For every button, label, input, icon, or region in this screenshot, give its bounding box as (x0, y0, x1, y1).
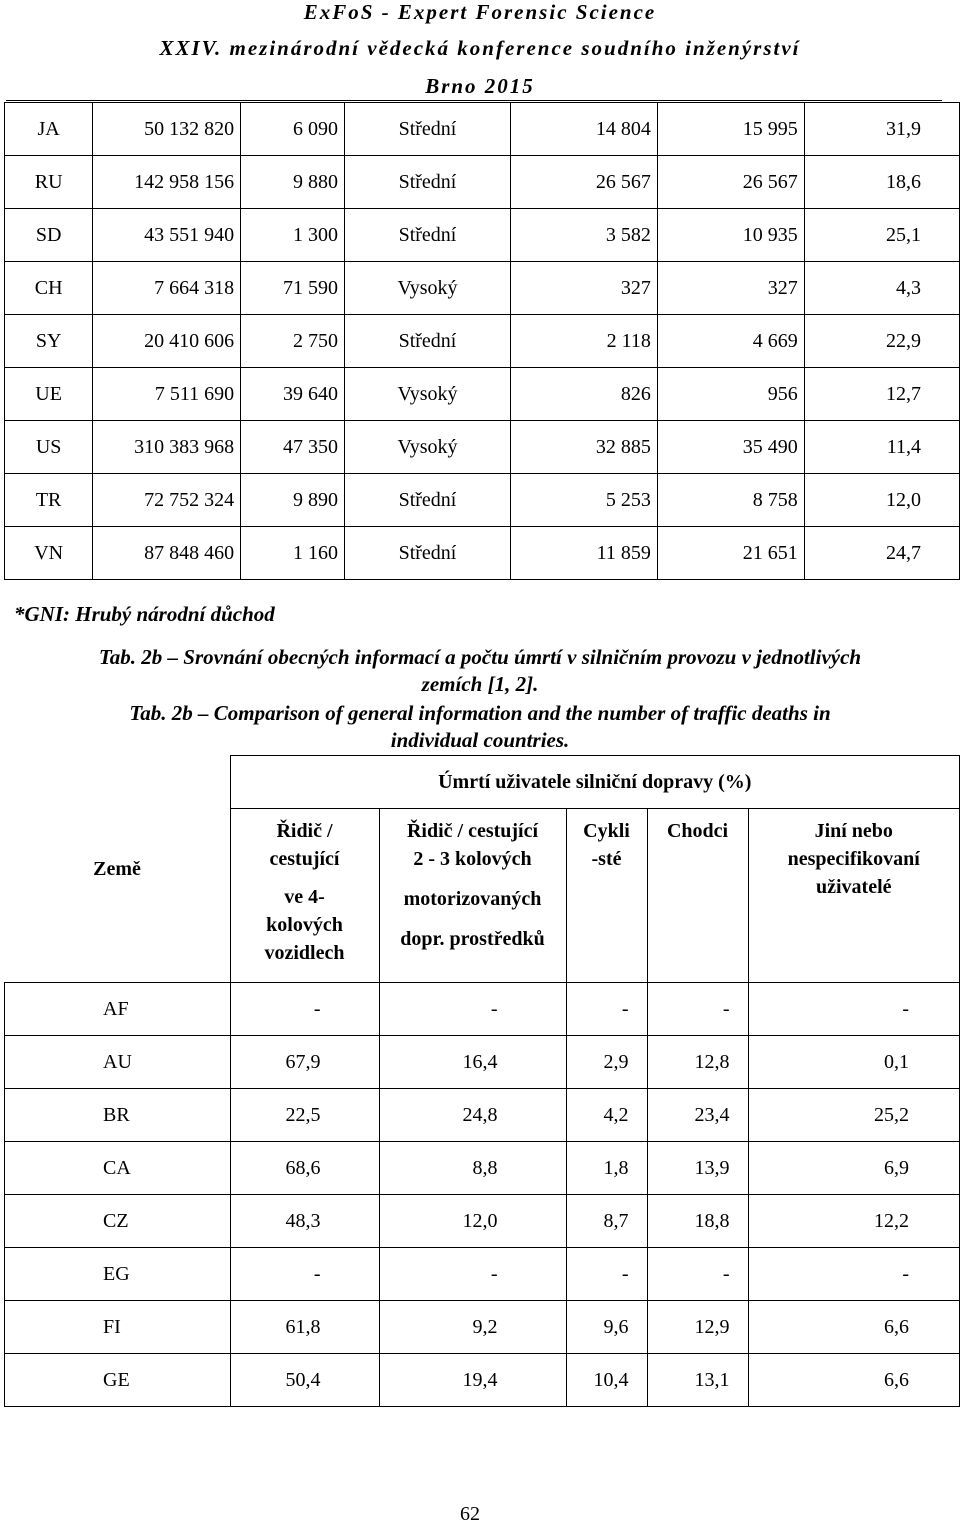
header-col1-line-a: Řidič / (276, 820, 333, 842)
header-col5-line-a: Jiní nebo (814, 820, 893, 842)
table-row (5, 1089, 960, 1142)
header-col1-line-b: cestující (269, 848, 340, 870)
table-cell: 327 (657, 262, 804, 315)
country-code-cell: AF (5, 983, 231, 1036)
table-cell: 0,1 (748, 1036, 960, 1089)
country-code-cell: SD (5, 209, 93, 262)
table-cell: Střední (344, 156, 510, 209)
country-code-cell: EG (5, 1248, 231, 1301)
table-row (5, 209, 960, 262)
caption-english-line2: individual countries. (390, 728, 570, 752)
table-cell: Střední (344, 103, 510, 156)
header-col2-line-b: 2 - 3 kolových (413, 848, 532, 870)
caption-czech-line1: Tab. 2b – Srovnání obecných informací a počtu úmrtí v silničním provozu v jednotlivých (98, 645, 862, 669)
table-cell: 11 859 (511, 527, 658, 580)
header-group-deaths: Úmrtí uživatele silniční dopravy (%) (230, 756, 960, 809)
table-cell: 10 935 (657, 209, 804, 262)
table-cell: 12,0 (379, 1195, 566, 1248)
table-cell: 2,9 (566, 1036, 647, 1089)
table-cell: 6 090 (241, 103, 345, 156)
table-cell: 11,4 (804, 421, 959, 474)
country-code-cell: RU (5, 156, 93, 209)
table-cell: Vysoký (344, 421, 510, 474)
table-cell: - (230, 983, 379, 1036)
table-cell: 4 669 (657, 315, 804, 368)
header-col2-line-a: Řidič / cestující (406, 820, 539, 842)
table-cell: - (379, 983, 566, 1036)
table-row (5, 368, 960, 421)
table-cell: 61,8 (230, 1301, 379, 1354)
table-row (5, 474, 960, 527)
header-col3-line-a: Cykli (583, 820, 630, 842)
table-cell: 22,9 (804, 315, 959, 368)
table-cell: - (566, 983, 647, 1036)
header-col1-line-c: ve 4- (284, 886, 325, 908)
table-cell: 2 118 (511, 315, 658, 368)
table-cell: 13,9 (647, 1142, 748, 1195)
table-row (5, 421, 960, 474)
table-cell: 956 (657, 368, 804, 421)
table-row (5, 1354, 960, 1407)
table-cell: 35 490 (657, 421, 804, 474)
table-row (5, 156, 960, 209)
header-col-pedestrians (647, 809, 748, 983)
table-cell: 6,6 (748, 1301, 960, 1354)
header-col-driver-4wheel (230, 809, 379, 983)
country-code-cell: JA (5, 103, 93, 156)
header-rule (6, 100, 942, 101)
country-code-cell: CH (5, 262, 93, 315)
gni-footnote: *GNI: Hrubý národní důchod (14, 602, 275, 626)
page-number: 62 (460, 1503, 480, 1525)
country-code-cell: AU (5, 1036, 231, 1089)
table-row (5, 1142, 960, 1195)
table-cell: 9 880 (241, 156, 345, 209)
table-cell: 327 (511, 262, 658, 315)
table-cell: 1,8 (566, 1142, 647, 1195)
table-cell: 24,8 (379, 1089, 566, 1142)
table-cell: 25,1 (804, 209, 959, 262)
table-cell: 24,7 (804, 527, 959, 580)
table-cell: 43 551 940 (93, 209, 241, 262)
header-col3-line-b: -sté (591, 848, 622, 870)
table-cell: 16,4 (379, 1036, 566, 1089)
table-cell: Vysoký (344, 368, 510, 421)
header-col1-line-d: kolových (266, 914, 343, 936)
table-cell: 87 848 460 (93, 527, 241, 580)
table-row (5, 983, 960, 1036)
header-col5-line-c: uživatelé (815, 876, 892, 898)
table-row (5, 1036, 960, 1089)
table-cell: 12,9 (647, 1301, 748, 1354)
table-cell: 22,5 (230, 1089, 379, 1142)
table-cell: 9,6 (566, 1301, 647, 1354)
table-cell: - (647, 1248, 748, 1301)
table-cell: 8 758 (657, 474, 804, 527)
table-cell: 21 651 (657, 527, 804, 580)
table-row (5, 1195, 960, 1248)
caption-czech-line2: zemích [1, 2]. (421, 672, 539, 696)
country-code-cell: TR (5, 474, 93, 527)
table-cell: 67,9 (230, 1036, 379, 1089)
table-cell: 6,9 (748, 1142, 960, 1195)
country-code-cell: VN (5, 527, 93, 580)
table-cell: Střední (344, 474, 510, 527)
header-col4-line-a: Chodci (666, 820, 729, 842)
table-cell: 12,8 (647, 1036, 748, 1089)
table-cell: 71 590 (241, 262, 345, 315)
table-cell: 4,3 (804, 262, 959, 315)
table-cell: - (379, 1248, 566, 1301)
table-cell: 12,0 (804, 474, 959, 527)
table-cell: 26 567 (657, 156, 804, 209)
table-cell: 48,3 (230, 1195, 379, 1248)
table-cell: 8,8 (379, 1142, 566, 1195)
table-cell: 18,8 (647, 1195, 748, 1248)
country-code-cell: UE (5, 368, 93, 421)
table-cell: 23,4 (647, 1089, 748, 1142)
table-cell: 5 253 (511, 474, 658, 527)
table-cell: 4,2 (566, 1089, 647, 1142)
table-cell: 13,1 (647, 1354, 748, 1407)
caption-czech (0, 644, 960, 698)
header-location: Brno 2015 (425, 74, 535, 98)
country-code-cell: GE (5, 1354, 231, 1407)
table-cell: 9,2 (379, 1301, 566, 1354)
table-cell: 47 350 (241, 421, 345, 474)
table-cell: 7 511 690 (93, 368, 241, 421)
caption-english (0, 700, 960, 754)
table-cell: 1 300 (241, 209, 345, 262)
header-title: ExFoS - Expert Forensic Science (303, 0, 657, 24)
country-code-cell: US (5, 421, 93, 474)
table-cell: 310 383 968 (93, 421, 241, 474)
table-cell: 3 582 (511, 209, 658, 262)
table-cell: 18,6 (804, 156, 959, 209)
header-country-label: Země (93, 857, 141, 880)
table-cell: - (230, 1248, 379, 1301)
table-cell: 31,9 (804, 103, 959, 156)
table-cell: 39 640 (241, 368, 345, 421)
table-cell: - (748, 1248, 960, 1301)
table-cell: 10,4 (566, 1354, 647, 1407)
table-cell: 50 132 820 (93, 103, 241, 156)
header-col1-line-e: vozidlech (264, 942, 345, 964)
table-cell: 25,2 (748, 1089, 960, 1142)
table-cell: - (647, 983, 748, 1036)
table-cell: 68,6 (230, 1142, 379, 1195)
header-col-driver-2-3wheel (379, 809, 566, 983)
table-row (5, 103, 960, 156)
table-cell: 8,7 (566, 1195, 647, 1248)
table-cell: 1 160 (241, 527, 345, 580)
table-cell: 50,4 (230, 1354, 379, 1407)
country-code-cell: CA (5, 1142, 231, 1195)
header-country (5, 756, 231, 983)
table-cell: 2 750 (241, 315, 345, 368)
table-cell: 20 410 606 (93, 315, 241, 368)
table-row (5, 1301, 960, 1354)
table-cell: 72 752 324 (93, 474, 241, 527)
country-code-cell: CZ (5, 1195, 231, 1248)
header-col2-line-c: motorizovaných (403, 888, 542, 910)
header-col-other (748, 809, 960, 983)
table-cell: 26 567 (511, 156, 658, 209)
country-info-table (4, 102, 960, 580)
country-code-cell: BR (5, 1089, 231, 1142)
table-cell: 12,2 (748, 1195, 960, 1248)
table-cell: 826 (511, 368, 658, 421)
header-col2-line-d: dopr. prostředků (400, 928, 545, 950)
table-cell: 12,7 (804, 368, 959, 421)
table-cell: 9 890 (241, 474, 345, 527)
header-col5-line-b: nespecifikovaní (787, 848, 920, 870)
table-cell: 142 958 156 (93, 156, 241, 209)
table-cell: 15 995 (657, 103, 804, 156)
table-cell: 7 664 318 (93, 262, 241, 315)
country-code-cell: FI (5, 1301, 231, 1354)
table-cell: - (566, 1248, 647, 1301)
table-cell: 14 804 (511, 103, 658, 156)
table-row (5, 315, 960, 368)
caption-english-line1: Tab. 2b – Comparison of general information and the number of traffic deaths in (129, 701, 831, 725)
table-cell: Střední (344, 209, 510, 262)
road-deaths-table (4, 755, 960, 1407)
table-cell: 19,4 (379, 1354, 566, 1407)
table-cell: Střední (344, 527, 510, 580)
table-cell: - (748, 983, 960, 1036)
header-conference: XXIV. mezinárodní vědecká konference soudního inženýrství (159, 36, 801, 60)
table-row (5, 1248, 960, 1301)
table-cell: 32 885 (511, 421, 658, 474)
table-cell: Vysoký (344, 262, 510, 315)
table-cell: 6,6 (748, 1354, 960, 1407)
country-code-cell: SY (5, 315, 93, 368)
header-col-cyclists (566, 809, 647, 983)
table-cell: Střední (344, 315, 510, 368)
table-row (5, 527, 960, 580)
table-row (5, 262, 960, 315)
